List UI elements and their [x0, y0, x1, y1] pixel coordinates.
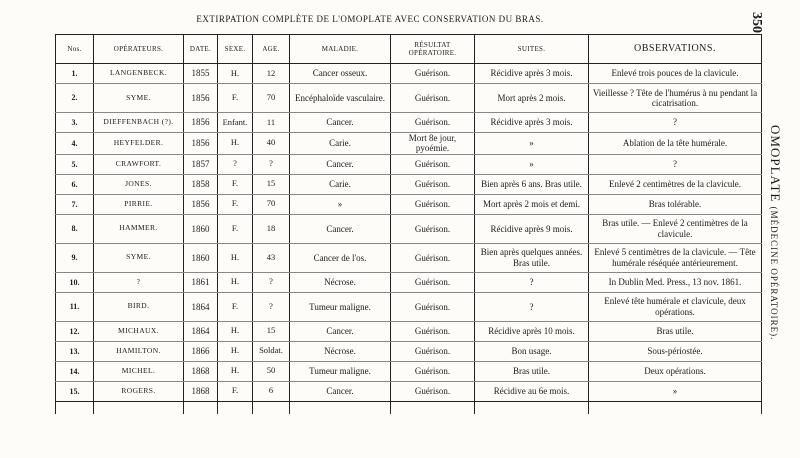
header-observations: OBSERVATIONS.	[589, 35, 762, 64]
cell-age: 50	[253, 361, 290, 381]
table-row	[56, 341, 762, 361]
cell-observations: ?	[589, 113, 762, 133]
cell-operateur: SYME.	[94, 84, 184, 113]
cell-operateur: ?	[94, 272, 184, 292]
cell-sexe: F.	[218, 194, 253, 214]
table-header-row	[56, 35, 762, 64]
cell-age: 18	[253, 214, 290, 243]
cell-resultat: Guérison.	[391, 214, 475, 243]
cell-resultat: Guérison.	[391, 154, 475, 174]
cell-operateur: PIRRIE.	[94, 194, 184, 214]
cell-suites: Récidive après 10 mois.	[475, 321, 589, 341]
cell-no: 15.	[56, 381, 94, 401]
cell-date: 1864	[184, 292, 218, 321]
cell-suites: Bien après quelques années. Bras utile.	[475, 243, 589, 272]
cell-observations: In Dublin Med. Press., 13 nov. 1861.	[589, 272, 762, 292]
cell-resultat: Guérison.	[391, 194, 475, 214]
cell-resultat: Guérison.	[391, 381, 475, 401]
cell-date: 1868	[184, 361, 218, 381]
cell-operateur: MICHEL.	[94, 361, 184, 381]
cell-age: Soldat.	[253, 341, 290, 361]
cell-maladie: »	[290, 194, 391, 214]
cell-operateur: MICHAUX.	[94, 321, 184, 341]
cell-resultat: Guérison.	[391, 341, 475, 361]
table-row	[56, 174, 762, 194]
cell-age: 11	[253, 113, 290, 133]
cell-sexe: F.	[218, 381, 253, 401]
cell-no: 3.	[56, 113, 94, 133]
cell-sexe: Enfant.	[218, 113, 253, 133]
header-date: DATE.	[184, 35, 218, 64]
page-number: 350	[749, 12, 764, 33]
cell-date: 1858	[184, 174, 218, 194]
cell-maladie: Encéphaloïde vasculaire.	[290, 84, 391, 113]
cell-maladie: Tumeur maligne.	[290, 292, 391, 321]
side-title-main: OMOPLATE	[768, 125, 783, 203]
filler-cell	[475, 401, 589, 414]
cell-sexe: H.	[218, 272, 253, 292]
table-row	[56, 321, 762, 341]
cell-observations: Ablation de la tête humérale.	[589, 133, 762, 155]
cell-operateur: BIRD.	[94, 292, 184, 321]
cell-date: 1861	[184, 272, 218, 292]
cell-age: 40	[253, 133, 290, 155]
table-row	[56, 133, 762, 155]
cell-observations: Sous-périostée.	[589, 341, 762, 361]
cell-maladie: Nécrose.	[290, 272, 391, 292]
cell-maladie: Cancer.	[290, 214, 391, 243]
cell-sexe: F.	[218, 174, 253, 194]
cell-suites: »	[475, 154, 589, 174]
header-age: AGE.	[253, 35, 290, 64]
cell-no: 7.	[56, 194, 94, 214]
cell-observations: Bras utile.	[589, 321, 762, 341]
cell-suites: Bien après 6 ans. Bras utile.	[475, 174, 589, 194]
cell-no: 4.	[56, 133, 94, 155]
cell-age: 15	[253, 321, 290, 341]
cell-sexe: H.	[218, 64, 253, 84]
header-sexe: SEXE.	[218, 35, 253, 64]
cell-operateur: JONES.	[94, 174, 184, 194]
cell-resultat: Guérison.	[391, 272, 475, 292]
cell-date: 1864	[184, 321, 218, 341]
cell-sexe: H.	[218, 341, 253, 361]
cell-sexe: F.	[218, 84, 253, 113]
table-row	[56, 64, 762, 84]
cell-no: 5.	[56, 154, 94, 174]
cell-operateur: DIEFFENBACH (?).	[94, 113, 184, 133]
cell-age: 15	[253, 174, 290, 194]
cell-observations: Enlevé tête humérale et clavicule, deux opérations.	[589, 292, 762, 321]
cell-resultat: Guérison.	[391, 361, 475, 381]
cell-age: 43	[253, 243, 290, 272]
filler-cell	[391, 401, 475, 414]
cell-observations: Enlevé trois pouces de la clavicule.	[589, 64, 762, 84]
table-body	[56, 64, 762, 415]
cell-observations: Deux opérations.	[589, 361, 762, 381]
cell-no: 9.	[56, 243, 94, 272]
cell-suites: Mort après 2 mois.	[475, 84, 589, 113]
cell-no: 13.	[56, 341, 94, 361]
cell-maladie: Nécrose.	[290, 341, 391, 361]
cell-maladie: Carie.	[290, 133, 391, 155]
cell-observations: »	[589, 381, 762, 401]
cell-observations: Vieillesse ? Tête de l'humérus à nu pendant la cicatrisation.	[589, 84, 762, 113]
cell-no: 8.	[56, 214, 94, 243]
statistics-table-container	[55, 34, 761, 414]
cell-no: 2.	[56, 84, 94, 113]
cell-maladie: Cancer.	[290, 381, 391, 401]
cell-age: ?	[253, 292, 290, 321]
table-filler-row	[56, 401, 762, 414]
cell-suites: »	[475, 133, 589, 155]
table-row	[56, 113, 762, 133]
cell-resultat: Guérison.	[391, 243, 475, 272]
cell-date: 1860	[184, 243, 218, 272]
cell-resultat: Guérison.	[391, 113, 475, 133]
cell-maladie: Cancer.	[290, 154, 391, 174]
cell-date: 1856	[184, 113, 218, 133]
cell-sexe: F.	[218, 214, 253, 243]
cell-suites: ?	[475, 272, 589, 292]
statistics-table	[55, 34, 762, 414]
header-maladie: MALADIE.	[290, 35, 391, 64]
table-row	[56, 361, 762, 381]
header-suites: SUITES.	[475, 35, 589, 64]
cell-operateur: CRAWFORT.	[94, 154, 184, 174]
header-no: Nos.	[56, 35, 94, 64]
cell-observations: Bras utile. — Enlevé 2 centimètres de la clavicule.	[589, 214, 762, 243]
filler-cell	[56, 401, 94, 414]
filler-cell	[589, 401, 762, 414]
cell-suites: Mort après 2 mois et demi.	[475, 194, 589, 214]
header-resultat: RÉSULTAT OPÉRATOIRE.	[391, 35, 475, 64]
cell-age: 6	[253, 381, 290, 401]
cell-observations: Bras tolérable.	[589, 194, 762, 214]
cell-suites: Bon usage.	[475, 341, 589, 361]
cell-maladie: Cancer de l'os.	[290, 243, 391, 272]
table-row	[56, 292, 762, 321]
cell-resultat: Guérison.	[391, 292, 475, 321]
running-title: EXTIRPATION COMPLÈTE DE L'OMOPLATE AVEC CONSERVATION DU BRAS.	[196, 14, 544, 24]
cell-date: 1856	[184, 133, 218, 155]
cell-sexe: H.	[218, 361, 253, 381]
cell-operateur: SYME.	[94, 243, 184, 272]
cell-no: 14.	[56, 361, 94, 381]
cell-age: ?	[253, 154, 290, 174]
cell-resultat: Guérison.	[391, 321, 475, 341]
cell-resultat: Guérison.	[391, 174, 475, 194]
cell-suites: Récidive après 3 mois.	[475, 64, 589, 84]
filler-cell	[184, 401, 218, 414]
cell-operateur: HAMILTON.	[94, 341, 184, 361]
cell-sexe: H.	[218, 243, 253, 272]
filler-cell	[253, 401, 290, 414]
cell-observations: Enlevé 5 centimètres de la clavicule. — Tête humérale réséquée antérieurement.	[589, 243, 762, 272]
cell-resultat: Guérison.	[391, 64, 475, 84]
cell-maladie: Cancer.	[290, 113, 391, 133]
cell-no: 11.	[56, 292, 94, 321]
cell-no: 12.	[56, 321, 94, 341]
cell-sexe: F.	[218, 292, 253, 321]
cell-no: 6.	[56, 174, 94, 194]
filler-cell	[94, 401, 184, 414]
cell-no: 10.	[56, 272, 94, 292]
cell-suites: Bras utile.	[475, 361, 589, 381]
cell-operateur: ROGERS.	[94, 381, 184, 401]
cell-age: ?	[253, 272, 290, 292]
cell-resultat: Mort 8e jour, pyoémie.	[391, 133, 475, 155]
table-row	[56, 272, 762, 292]
cell-operateur: HAMMER.	[94, 214, 184, 243]
cell-sexe: H.	[218, 321, 253, 341]
cell-suites: Récidive après 9 mois.	[475, 214, 589, 243]
cell-age: 12	[253, 64, 290, 84]
cell-sexe: H.	[218, 133, 253, 155]
cell-operateur: LANGENBECK.	[94, 64, 184, 84]
cell-suites: Récidive après 3 mois.	[475, 113, 589, 133]
cell-maladie: Cancer.	[290, 321, 391, 341]
cell-resultat: Guérison.	[391, 84, 475, 113]
header-operateurs: OPÉRATEURS.	[94, 35, 184, 64]
table-row	[56, 381, 762, 401]
cell-operateur: HEYFELDER.	[94, 133, 184, 155]
cell-suites: Récidive au 6e mois.	[475, 381, 589, 401]
filler-cell	[218, 401, 253, 414]
table-row	[56, 84, 762, 113]
cell-sexe: ?	[218, 154, 253, 174]
side-title	[767, 125, 783, 340]
table-row	[56, 194, 762, 214]
filler-cell	[290, 401, 391, 414]
cell-age: 70	[253, 84, 290, 113]
cell-maladie: Carie.	[290, 174, 391, 194]
cell-date: 1856	[184, 84, 218, 113]
table-row	[56, 154, 762, 174]
cell-age: 70	[253, 194, 290, 214]
cell-suites: ?	[475, 292, 589, 321]
cell-maladie: Cancer osseux.	[290, 64, 391, 84]
side-title-sub: (MÉDECINE OPÉRATOIRE).	[769, 206, 779, 341]
cell-date: 1866	[184, 341, 218, 361]
table-row	[56, 243, 762, 272]
cell-no: 1.	[56, 64, 94, 84]
cell-date: 1868	[184, 381, 218, 401]
cell-date: 1860	[184, 214, 218, 243]
cell-date: 1855	[184, 64, 218, 84]
cell-maladie: Tumeur maligne.	[290, 361, 391, 381]
cell-observations: Enlevé 2 centimètres de la clavicule.	[589, 174, 762, 194]
table-row	[56, 214, 762, 243]
cell-observations: ?	[589, 154, 762, 174]
cell-date: 1857	[184, 154, 218, 174]
cell-date: 1856	[184, 194, 218, 214]
